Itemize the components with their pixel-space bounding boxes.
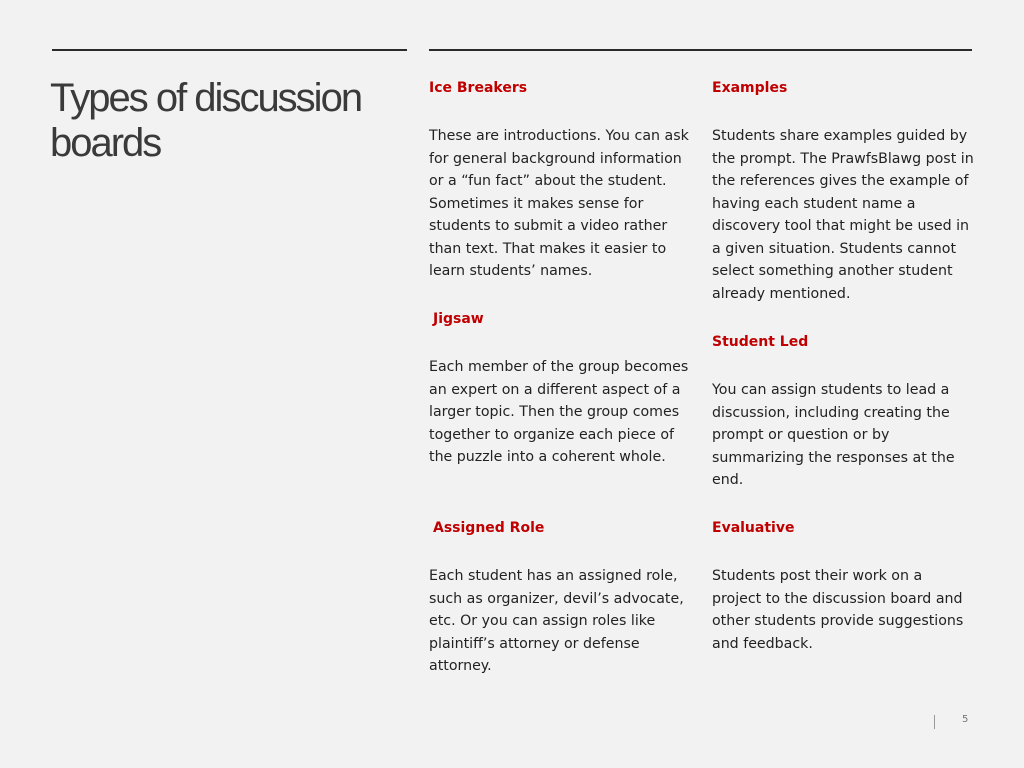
section-evaluative xyxy=(712,518,974,655)
section-student-led xyxy=(712,332,974,492)
section-body: You can assign students to lead a discussion, including creating the prompt or question or by summarizing the responses at the end. xyxy=(712,382,955,488)
section-heading: Jigsaw xyxy=(433,311,484,327)
section-ice-breakers xyxy=(429,78,691,283)
section-heading: Examples xyxy=(712,80,788,96)
title-divider xyxy=(52,49,407,51)
section-jigsaw xyxy=(429,309,691,469)
page-number: 5 xyxy=(962,714,969,725)
section-heading: Assigned Role xyxy=(433,520,545,536)
section-body: Students post their work on a project to the discussion board and other students provide suggestions and feedback. xyxy=(712,568,964,652)
section-body: These are introductions. You can ask for general background information or a “fun fact” about the student. Sometimes it makes sense for students to submit a video rather than text. That makes it easier to learn students’ names. xyxy=(429,128,689,279)
content-divider xyxy=(429,49,972,51)
slide-title: Types of discussion boards xyxy=(50,76,362,165)
section-assigned-role xyxy=(429,518,691,678)
section-heading: Student Led xyxy=(712,334,809,350)
section-body: Each student has an assigned role, such as organizer, devil’s advocate, etc. Or you can assign roles like plaintiff’s attorney or defense attorney. xyxy=(429,568,684,674)
section-heading: Ice Breakers xyxy=(429,80,528,96)
section-body: Students share examples guided by the prompt. The PrawfsBlawg post in the references gives the example of having each student name a discovery tool that might be used in a given situation. Students cannot select something another student already mentioned. xyxy=(712,128,974,302)
section-heading: Evaluative xyxy=(712,520,795,536)
section-body: Each member of the group becomes an expert on a different aspect of a larger topic. Then the group comes together to organize each piece of the puzzle into a coherent whole. xyxy=(429,359,689,465)
footer-divider xyxy=(934,715,935,729)
section-examples xyxy=(712,78,974,305)
